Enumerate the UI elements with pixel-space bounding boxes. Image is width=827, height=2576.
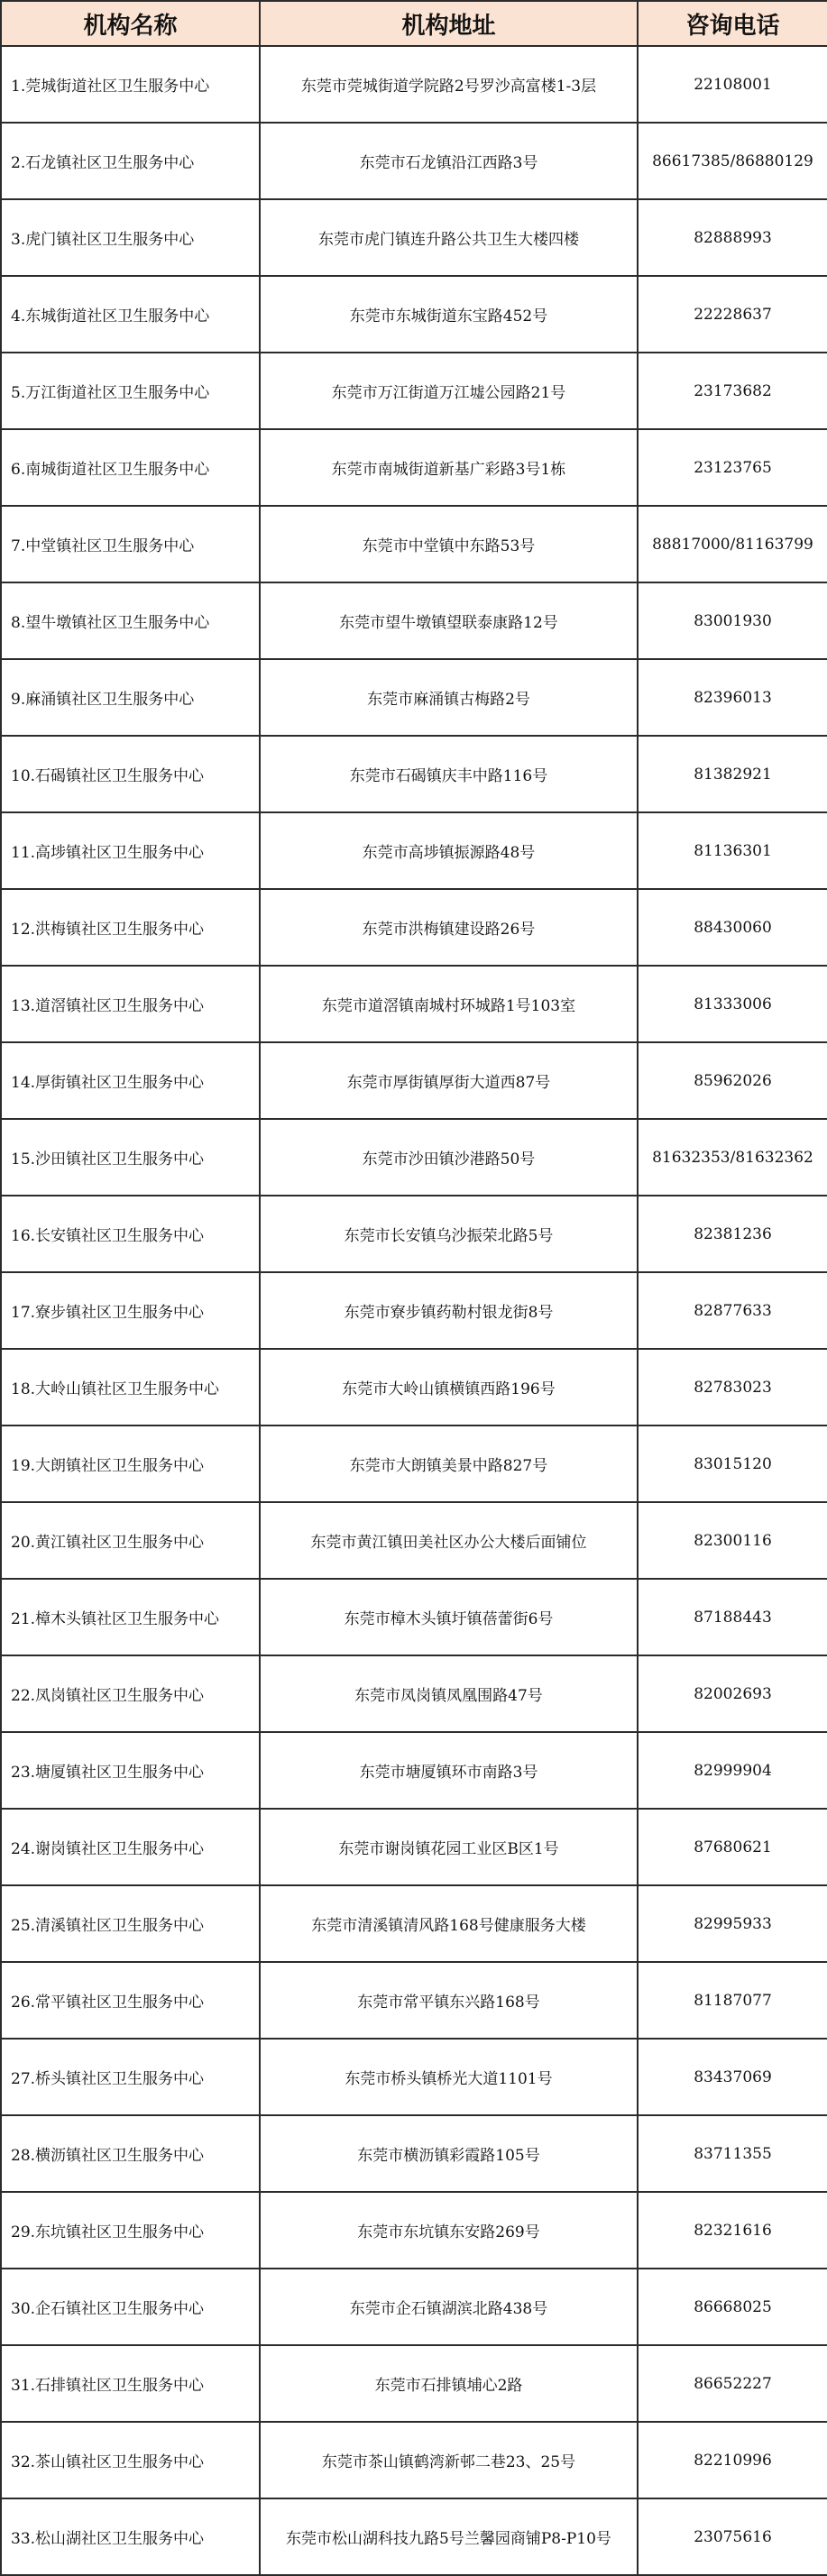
institution-name-cell: 16.长安镇社区卫生服务中心 <box>1 1196 260 1272</box>
table-row <box>1 199 827 276</box>
institution-name-cell: 5.万江街道社区卫生服务中心 <box>1 353 260 429</box>
contact-phone-cell: 23173682 <box>638 353 827 429</box>
table-row <box>1 2422 827 2498</box>
table-row <box>1 46 827 123</box>
table-row <box>1 506 827 582</box>
contact-phone-cell: 82999904 <box>638 1732 827 1809</box>
institution-address-cell: 东莞市石龙镇沿江西路3号 <box>260 123 638 199</box>
institution-address-cell: 东莞市高埗镇振源路48号 <box>260 812 638 889</box>
institution-name-cell: 8.望牛墩镇社区卫生服务中心 <box>1 582 260 659</box>
contact-phone-cell: 86668025 <box>638 2269 827 2345</box>
contact-phone-cell: 82995933 <box>638 1885 827 1962</box>
table-row <box>1 1196 827 1272</box>
institution-name-cell: 10.石碣镇社区卫生服务中心 <box>1 736 260 812</box>
institution-address-cell: 东莞市企石镇湖滨北路438号 <box>260 2269 638 2345</box>
institution-name-cell: 14.厚街镇社区卫生服务中心 <box>1 1042 260 1119</box>
institution-name-cell: 32.茶山镇社区卫生服务中心 <box>1 2422 260 2498</box>
contact-phone-cell: 82300116 <box>638 1502 827 1579</box>
contact-phone-cell: 88817000/81163799 <box>638 506 827 582</box>
institution-address-cell: 东莞市麻涌镇古梅路2号 <box>260 659 638 736</box>
institution-address-cell: 东莞市大岭山镇横镇西路196号 <box>260 1349 638 1426</box>
institution-address-cell: 东莞市凤岗镇凤凰围路47号 <box>260 1655 638 1732</box>
contact-phone-cell: 81333006 <box>638 966 827 1042</box>
contact-phone-cell: 81382921 <box>638 736 827 812</box>
institution-name-cell: 25.清溪镇社区卫生服务中心 <box>1 1885 260 1962</box>
contact-phone-cell: 82321616 <box>638 2192 827 2269</box>
table-row <box>1 353 827 429</box>
header-row <box>1 1 827 46</box>
table-row <box>1 2115 827 2192</box>
table-row <box>1 966 827 1042</box>
institution-address-cell: 东莞市寮步镇药勒村银龙街8号 <box>260 1272 638 1349</box>
table-row <box>1 1272 827 1349</box>
institution-address-cell: 东莞市大朗镇美景中路827号 <box>260 1426 638 1502</box>
institution-name-cell: 21.樟木头镇社区卫生服务中心 <box>1 1579 260 1655</box>
contact-phone-cell: 87188443 <box>638 1579 827 1655</box>
table-row <box>1 1426 827 1502</box>
institution-name-cell: 13.道滘镇社区卫生服务中心 <box>1 966 260 1042</box>
table-row <box>1 1732 827 1809</box>
contact-phone-cell: 82877633 <box>638 1272 827 1349</box>
institution-name-cell: 24.谢岗镇社区卫生服务中心 <box>1 1809 260 1885</box>
contact-phone-cell: 82888993 <box>638 199 827 276</box>
institution-address-cell: 东莞市谢岗镇花园工业区B区1号 <box>260 1809 638 1885</box>
institution-name-cell: 28.横沥镇社区卫生服务中心 <box>1 2115 260 2192</box>
institution-address-cell: 东莞市厚街镇厚街大道西87号 <box>260 1042 638 1119</box>
table-row <box>1 1042 827 1119</box>
contact-phone-cell: 23123765 <box>638 429 827 506</box>
institution-name-cell: 9.麻涌镇社区卫生服务中心 <box>1 659 260 736</box>
table-row <box>1 429 827 506</box>
contact-phone-cell: 22228637 <box>638 276 827 353</box>
table-row <box>1 1579 827 1655</box>
institution-address-cell: 东莞市沙田镇沙港路50号 <box>260 1119 638 1196</box>
institution-name-cell: 27.桥头镇社区卫生服务中心 <box>1 2039 260 2115</box>
institution-name-cell: 6.南城街道社区卫生服务中心 <box>1 429 260 506</box>
table-row <box>1 123 827 199</box>
table-row <box>1 2345 827 2422</box>
contact-phone-cell: 23075616 <box>638 2498 827 2575</box>
contact-phone-cell: 86617385/86880129 <box>638 123 827 199</box>
institution-address-cell: 东莞市莞城街道学院路2号罗沙高富楼1-3层 <box>260 46 638 123</box>
institution-name-cell: 23.塘厦镇社区卫生服务中心 <box>1 1732 260 1809</box>
contact-phone-cell: 82783023 <box>638 1349 827 1426</box>
institution-address-cell: 东莞市道滘镇南城村环城路1号103室 <box>260 966 638 1042</box>
table-row <box>1 1809 827 1885</box>
contact-phone-cell: 81136301 <box>638 812 827 889</box>
institution-address-cell: 东莞市清溪镇清风路168号健康服务大楼 <box>260 1885 638 1962</box>
contact-phone-cell: 88430060 <box>638 889 827 966</box>
institution-name-cell: 19.大朗镇社区卫生服务中心 <box>1 1426 260 1502</box>
institution-address-cell: 东莞市塘厦镇环市南路3号 <box>260 1732 638 1809</box>
table-header <box>1 1 827 46</box>
table-row <box>1 2192 827 2269</box>
institution-name-cell: 31.石排镇社区卫生服务中心 <box>1 2345 260 2422</box>
institution-address-cell: 东莞市桥头镇桥光大道1101号 <box>260 2039 638 2115</box>
institution-address-cell: 东莞市望牛墩镇望联泰康路12号 <box>260 582 638 659</box>
header-contact-phone: 咨询电话 <box>638 1 827 46</box>
institution-address-cell: 东莞市南城街道新基广彩路3号1栋 <box>260 429 638 506</box>
contact-phone-cell: 81187077 <box>638 1962 827 2039</box>
contact-phone-cell: 81632353/81632362 <box>638 1119 827 1196</box>
table-row <box>1 2498 827 2575</box>
institution-name-cell: 15.沙田镇社区卫生服务中心 <box>1 1119 260 1196</box>
institution-name-cell: 26.常平镇社区卫生服务中心 <box>1 1962 260 2039</box>
contact-phone-cell: 82210996 <box>638 2422 827 2498</box>
institution-name-cell: 11.高埗镇社区卫生服务中心 <box>1 812 260 889</box>
table-row <box>1 1349 827 1426</box>
institution-name-cell: 3.虎门镇社区卫生服务中心 <box>1 199 260 276</box>
table-row <box>1 1502 827 1579</box>
contact-phone-cell: 22108001 <box>638 46 827 123</box>
institution-address-cell: 东莞市石排镇埔心2路 <box>260 2345 638 2422</box>
institution-address-cell: 东莞市横沥镇彩霞路105号 <box>260 2115 638 2192</box>
institution-name-cell: 7.中堂镇社区卫生服务中心 <box>1 506 260 582</box>
table-row <box>1 736 827 812</box>
contact-phone-cell: 83015120 <box>638 1426 827 1502</box>
institution-name-cell: 29.东坑镇社区卫生服务中心 <box>1 2192 260 2269</box>
institution-address-cell: 东莞市松山湖科技九路5号兰馨园商铺P8-P10号 <box>260 2498 638 2575</box>
contact-phone-cell: 83437069 <box>638 2039 827 2115</box>
institution-address-cell: 东莞市黄江镇田美社区办公大楼后面铺位 <box>260 1502 638 1579</box>
institution-name-cell: 18.大岭山镇社区卫生服务中心 <box>1 1349 260 1426</box>
institution-name-cell: 1.莞城街道社区卫生服务中心 <box>1 46 260 123</box>
table-row <box>1 659 827 736</box>
contact-phone-cell: 82396013 <box>638 659 827 736</box>
table-row <box>1 1962 827 2039</box>
contact-phone-cell: 86652227 <box>638 2345 827 2422</box>
contact-phone-cell: 82002693 <box>638 1655 827 1732</box>
institution-address-cell: 东莞市东城街道东宝路452号 <box>260 276 638 353</box>
table-row <box>1 812 827 889</box>
institution-address-cell: 东莞市常平镇东兴路168号 <box>260 1962 638 2039</box>
table-body <box>1 46 827 2575</box>
contact-phone-cell: 83711355 <box>638 2115 827 2192</box>
institution-name-cell: 17.寮步镇社区卫生服务中心 <box>1 1272 260 1349</box>
institution-address-cell: 东莞市茶山镇鹤湾新邨二巷23、25号 <box>260 2422 638 2498</box>
table-row <box>1 276 827 353</box>
institution-name-cell: 12.洪梅镇社区卫生服务中心 <box>1 889 260 966</box>
table-row <box>1 1885 827 1962</box>
table-row <box>1 2039 827 2115</box>
institution-name-cell: 33.松山湖社区卫生服务中心 <box>1 2498 260 2575</box>
institution-name-cell: 20.黄江镇社区卫生服务中心 <box>1 1502 260 1579</box>
table-row <box>1 2269 827 2345</box>
institution-address-cell: 东莞市万江街道万江墟公园路21号 <box>260 353 638 429</box>
institution-address-cell: 东莞市东坑镇东安路269号 <box>260 2192 638 2269</box>
institution-address-cell: 东莞市樟木头镇圩镇蓓蕾街6号 <box>260 1579 638 1655</box>
contact-phone-cell: 85962026 <box>638 1042 827 1119</box>
institution-address-cell: 东莞市中堂镇中东路53号 <box>260 506 638 582</box>
contact-phone-cell: 83001930 <box>638 582 827 659</box>
contact-phone-cell: 82381236 <box>638 1196 827 1272</box>
table-row <box>1 1655 827 1732</box>
institution-name-cell: 22.凤岗镇社区卫生服务中心 <box>1 1655 260 1732</box>
table-row <box>1 1119 827 1196</box>
institution-name-cell: 2.石龙镇社区卫生服务中心 <box>1 123 260 199</box>
contact-phone-cell: 87680621 <box>638 1809 827 1885</box>
institution-address-cell: 东莞市虎门镇连升路公共卫生大楼四楼 <box>260 199 638 276</box>
institution-address-cell: 东莞市长安镇乌沙振荣北路5号 <box>260 1196 638 1272</box>
institution-name-cell: 4.东城街道社区卫生服务中心 <box>1 276 260 353</box>
institution-address-cell: 东莞市石碣镇庆丰中路116号 <box>260 736 638 812</box>
header-institution-address: 机构地址 <box>260 1 638 46</box>
institution-name-cell: 30.企石镇社区卫生服务中心 <box>1 2269 260 2345</box>
table-row <box>1 889 827 966</box>
table-row <box>1 582 827 659</box>
header-institution-name: 机构名称 <box>1 1 260 46</box>
institution-address-cell: 东莞市洪梅镇建设路26号 <box>260 889 638 966</box>
